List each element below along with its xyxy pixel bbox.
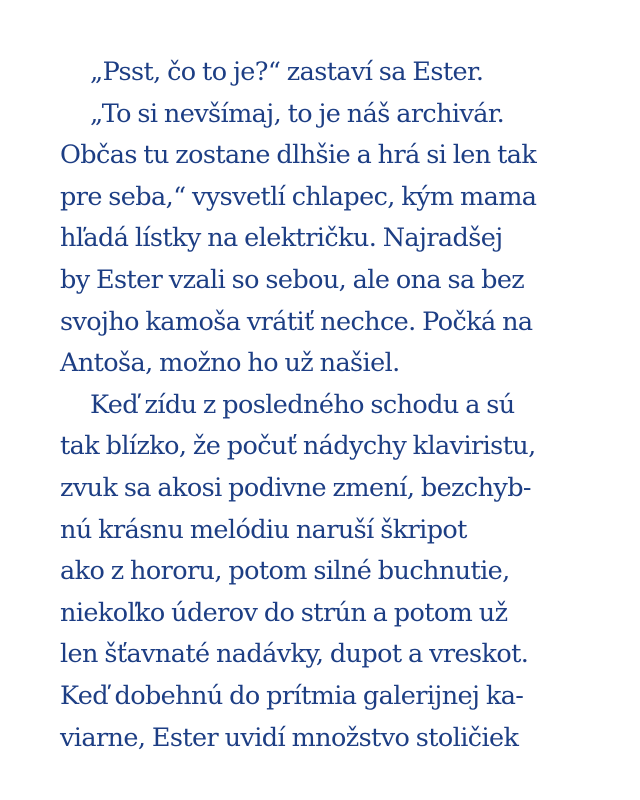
text-line: ako z hororu, potom silné buchnutie, [60, 556, 510, 587]
text-line: Keď zídu z posledného schodu a sú [90, 389, 515, 420]
text-line: zvuk sa akosi podivne zmení, bezchyb- [60, 472, 531, 503]
text-line: by Ester vzali so sebou, ale ona sa bez [60, 264, 525, 295]
text-line: svojho kamoša vrátiť nechce. Počká na [60, 306, 533, 337]
text-line: „To si nevšímaj, to je náš archivár. [90, 98, 505, 129]
text-line: „Psst, čo to je?“ zastaví sa Ester. [90, 57, 484, 87]
text-line: hľadá lístky na električku. Najradšej [60, 223, 503, 254]
text-line: pre seba,“ vysvetlí chlapec, kým mama [60, 181, 537, 212]
text-line: Keď dobehnú do prítmia galerijnej ka- [60, 680, 524, 711]
text-line: viarne, Ester uvidí množstvo stoličiek [60, 722, 519, 753]
text-line: len šťavnaté nadávky, dupot a vreskot. [60, 639, 529, 670]
text-line: tak blízko, že počuť nádychy klaviristu, [60, 431, 536, 462]
text-line: nú krásnu melódiu naruší škripot [60, 514, 467, 545]
text-line: Antoša, možno ho už našiel. [60, 348, 400, 379]
text-line: niekoľko úderov do strún a potom už [60, 597, 508, 628]
text-line: Občas tu zostane dlhšie a hrá si len tak [60, 140, 537, 171]
body-text [60, 52, 620, 759]
